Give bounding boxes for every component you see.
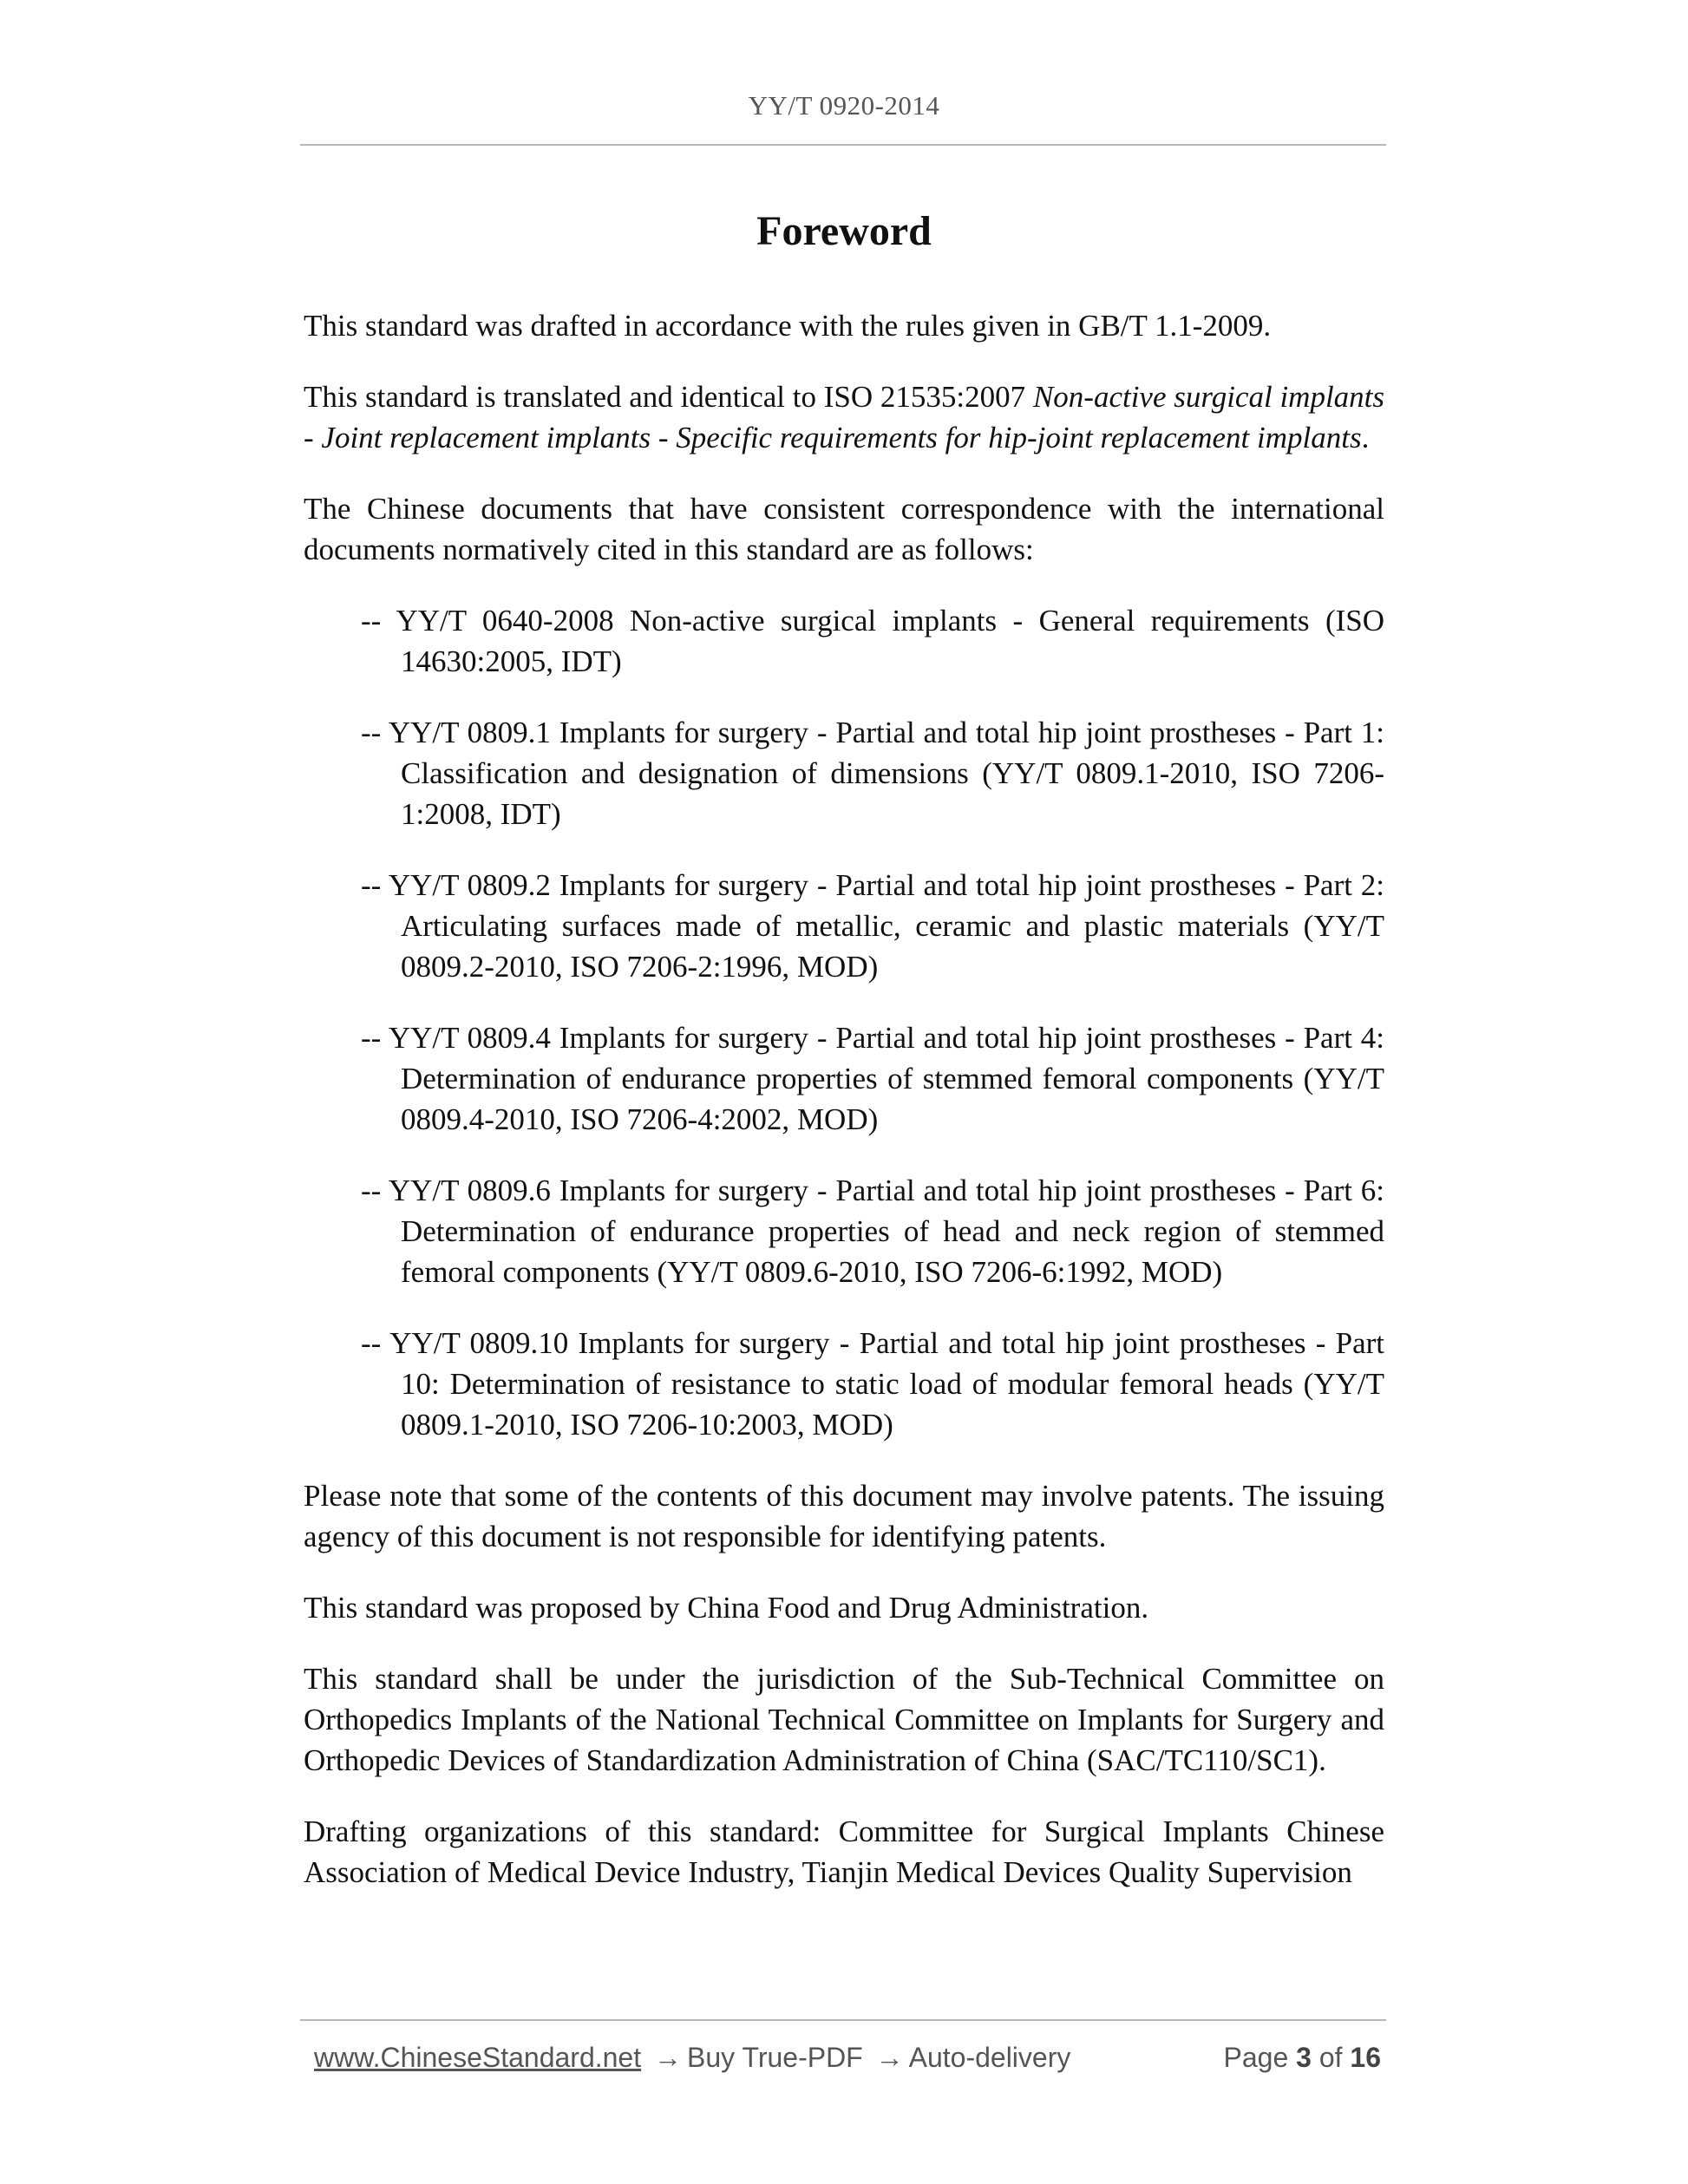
document-body [304, 305, 1384, 1923]
footer-promo [314, 2042, 1070, 2074]
page-footer [314, 2042, 1381, 2080]
paragraph-patents: Please note that some of the contents of this document may involve patents. The issuing agency of this document is not responsible for identifying patents. [304, 1479, 1384, 1553]
iso-identity-prefix: This standard is translated and identical to ISO 21535:2007 [304, 380, 1033, 414]
reference-item: -- YY/T 0809.2 Implants for surgery - Partial and total hip joint prostheses - Part 2: Articulating surfaces made of metallic, ceramic and plastic materials (YY/T 0809.2-2010, ISO 7206-2:1996, MOD) [361, 868, 1384, 984]
reference-list [304, 600, 1384, 1445]
page-title: Foreword [756, 208, 932, 254]
footer-divider [300, 2019, 1386, 2021]
running-header: YY/T 0920-2014 [748, 90, 940, 121]
reference-item: -- YY/T 0809.10 Implants for surgery - Partial and total hip joint prostheses - Part 10: Determination of resistance to static load of modular femoral heads (YY/T 0809.1-2010, ISO 7206-10:2003, MOD) [361, 1326, 1384, 1442]
iso-identity-suffix: . [1361, 421, 1370, 454]
paragraph-drafting-orgs: Drafting organizations of this standard: Committee for Surgical Implants Chinese Association of Medical Device Industry, Tianjin Medical Devices Quality Supervision [304, 1815, 1384, 1889]
reference-item: -- YY/T 0640-2008 Non-active surgical implants - General requirements (ISO 14630:2005, IDT) [361, 604, 1384, 678]
auto-delivery-text: Auto-delivery [908, 2042, 1071, 2073]
paragraph-correspondence: The Chinese documents that have consistent correspondence with the international documents normatively cited in this standard are as follows: [304, 492, 1384, 566]
reference-item: -- YY/T 0809.1 Implants for surgery - Partial and total hip joint prostheses - Part 1: Classification and designation of dimensions (YY/T 0809.1-2010, ISO 7206-1:2008, IDT) [361, 716, 1384, 831]
reference-item: -- YY/T 0809.4 Implants for surgery - Partial and total hip joint prostheses - Part 4: Determination of endurance properties of stemmed femoral components (YY/T 0809.4-2010, ISO 7206-4:2002, MOD) [361, 1021, 1384, 1136]
page-counter [1224, 2042, 1381, 2074]
header-divider [300, 144, 1386, 146]
of-label: of [1318, 2042, 1343, 2073]
iso-title-italic: Non-active surgical implants - Joint replacement implants - Specific requirements for hip-joint replacement implants [304, 380, 1385, 454]
paragraph-iso-identity [304, 376, 1384, 458]
buy-true-pdf-text: Buy True-PDF [687, 2042, 863, 2073]
paragraph-drafting-rules: This standard was drafted in accordance with the rules given in GB/T 1.1-2009. [304, 309, 1272, 343]
arrow-right-icon: → [875, 2042, 904, 2073]
reference-item: -- YY/T 0809.6 Implants for surgery - Partial and total hip joint prostheses - Part 6: Determination of endurance properties of head and neck region of stemmed femoral components (YY/T 0809.6-2010, ISO 7206-6:1992, MOD) [361, 1174, 1384, 1289]
page-label: Page [1223, 2042, 1289, 2073]
total-pages: 16 [1350, 2042, 1381, 2073]
paragraph-proposed-by: This standard was proposed by China Food and Drug Administration. [304, 1591, 1149, 1625]
page-number: 3 [1296, 2042, 1312, 2073]
chinesestandard-link[interactable]: www.ChineseStandard.net [314, 2042, 642, 2073]
arrow-right-icon: → [654, 2042, 682, 2073]
paragraph-jurisdiction: This standard shall be under the jurisdiction of the Sub-Technical Committee on Orthopedics Implants of the National Technical Committee on Implants for Surgery and Orthopedic Devices of Standardization Administration of China (SAC/TC110/SC1). [304, 1662, 1384, 1777]
